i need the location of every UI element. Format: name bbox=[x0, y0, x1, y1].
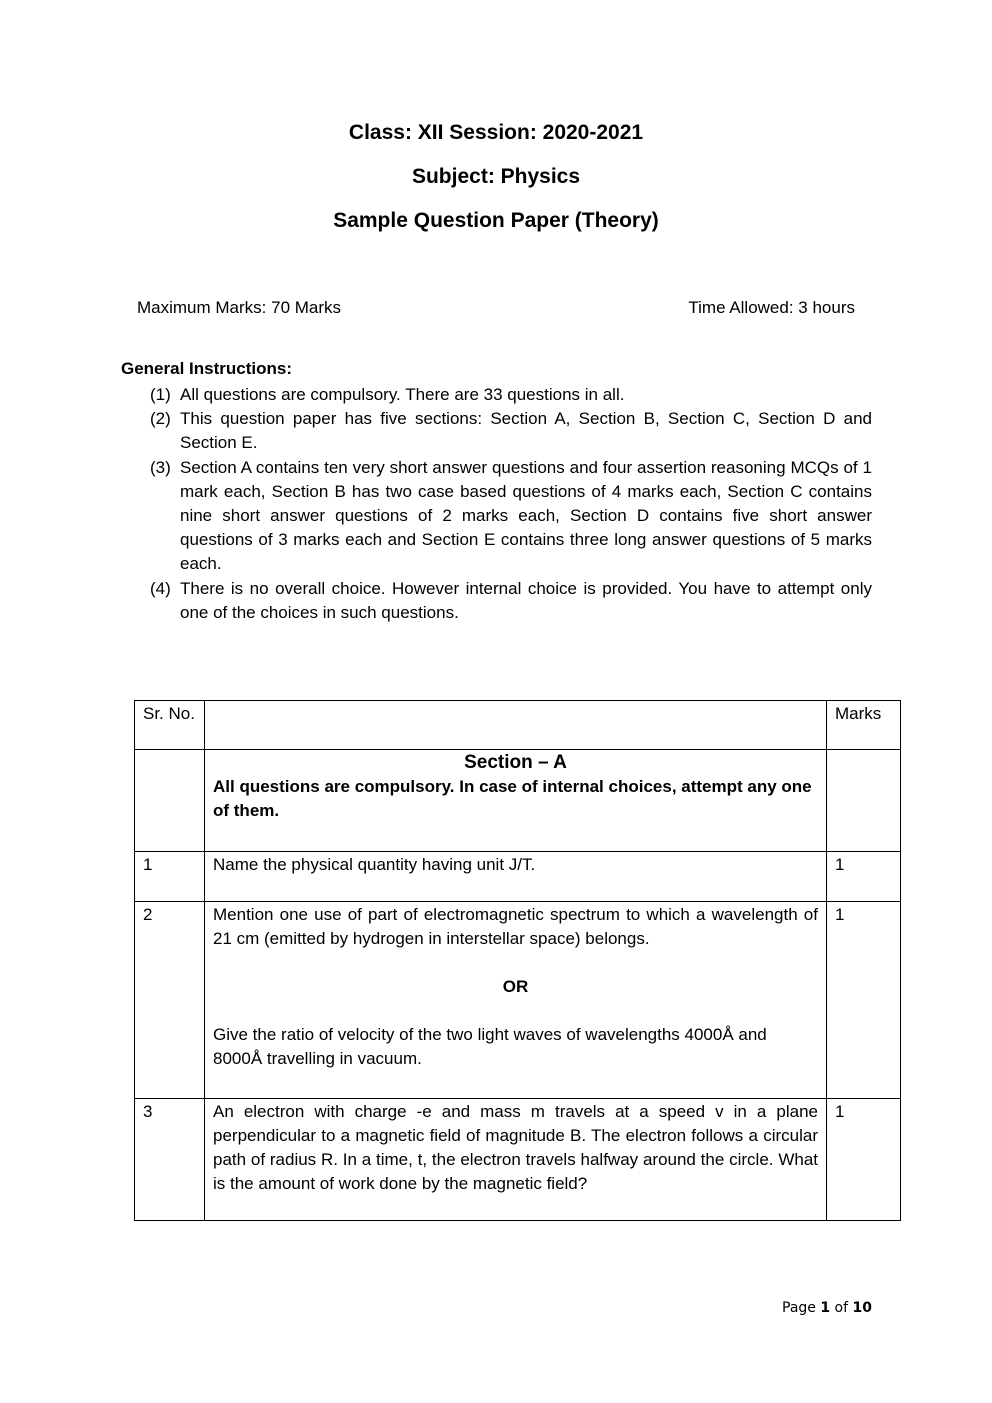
instruction-item bbox=[150, 407, 872, 455]
question-marks: 1 bbox=[827, 902, 901, 1099]
table-header-row bbox=[135, 701, 901, 750]
instruction-number: (3) bbox=[150, 458, 171, 477]
section-row bbox=[135, 750, 901, 852]
question-number: 2 bbox=[135, 902, 205, 1099]
instruction-text: Section A contains ten very short answer questions and four assertion reasoning MCQs of 1 mark each, Section B has two case based questions of 4 marks each, Section C contains nine short answer questions of 2 marks each, Section D contains five short answer questions of 3 marks each and Section E contains three long answer questions of 5 marks each. bbox=[180, 458, 872, 573]
instruction-item bbox=[150, 456, 872, 576]
page-current: 1 bbox=[820, 1300, 831, 1316]
question-table bbox=[134, 700, 901, 1221]
question-marks: 1 bbox=[827, 852, 901, 902]
time-allowed: Time Allowed: 3 hours bbox=[688, 298, 855, 317]
table-row bbox=[135, 852, 901, 902]
instruction-text: All questions are compulsory. There are 33 questions in all. bbox=[180, 385, 625, 404]
instruction-text: There is no overall choice. However internal choice is provided. You have to attempt only one of the choices in such questions. bbox=[180, 579, 872, 622]
page-number bbox=[782, 1300, 872, 1316]
instructions-heading: General Instructions: bbox=[121, 359, 292, 378]
paper-subject: Subject: Physics bbox=[411, 165, 581, 188]
question-text: An electron with charge -e and mass m travels at a speed v in a plane perpendicular to a magnetic field of magnitude B. The electron follows a circular path of radius R. In a time, t, the electron travels halfway around the circle. What is the amount of work done by the magnetic field? bbox=[205, 1099, 827, 1221]
instruction-text: This question paper has five sections: Section A, Section B, Section C, Section D and Section E. bbox=[180, 409, 872, 452]
page-of: of bbox=[830, 1300, 853, 1316]
section-cell bbox=[205, 750, 827, 852]
instruction-item bbox=[150, 383, 872, 407]
alternate-question-text: Give the ratio of velocity of the two light waves of wavelengths 4000Å and 8000Å travelling in vacuum. bbox=[213, 1025, 767, 1068]
question-number: 3 bbox=[135, 1099, 205, 1221]
maximum-marks: Maximum Marks: 70 Marks bbox=[137, 298, 342, 317]
instruction-number: (4) bbox=[150, 579, 171, 598]
page-prefix: Page bbox=[782, 1300, 821, 1316]
page-total: 10 bbox=[852, 1300, 872, 1316]
instruction-number: (1) bbox=[150, 385, 171, 404]
question-marks: 1 bbox=[827, 1099, 901, 1221]
section-title: Section – A bbox=[464, 752, 567, 773]
section-instruction: All questions are compulsory. In case of internal choices, attempt any one of them. bbox=[213, 777, 812, 820]
header-marks: Marks bbox=[827, 701, 901, 750]
question-number: 1 bbox=[135, 852, 205, 902]
header-sr-no: Sr. No. bbox=[135, 701, 205, 750]
or-separator: OR bbox=[502, 977, 529, 996]
question-text: Name the physical quantity having unit J/T. bbox=[205, 852, 827, 902]
question-cell bbox=[205, 902, 827, 1099]
instruction-number: (2) bbox=[150, 409, 171, 428]
instruction-item bbox=[150, 577, 872, 625]
table-row bbox=[135, 1099, 901, 1221]
paper-title: Sample Question Paper (Theory) bbox=[333, 209, 659, 232]
table-row bbox=[135, 902, 901, 1099]
question-text: Mention one use of part of electromagnetic spectrum to which a wavelength of 21 cm (emitted by hydrogen in interstellar space) belongs. bbox=[213, 905, 818, 948]
paper-class-session: Class: XII Session: 2020-2021 bbox=[348, 121, 644, 144]
header-question bbox=[205, 701, 827, 750]
